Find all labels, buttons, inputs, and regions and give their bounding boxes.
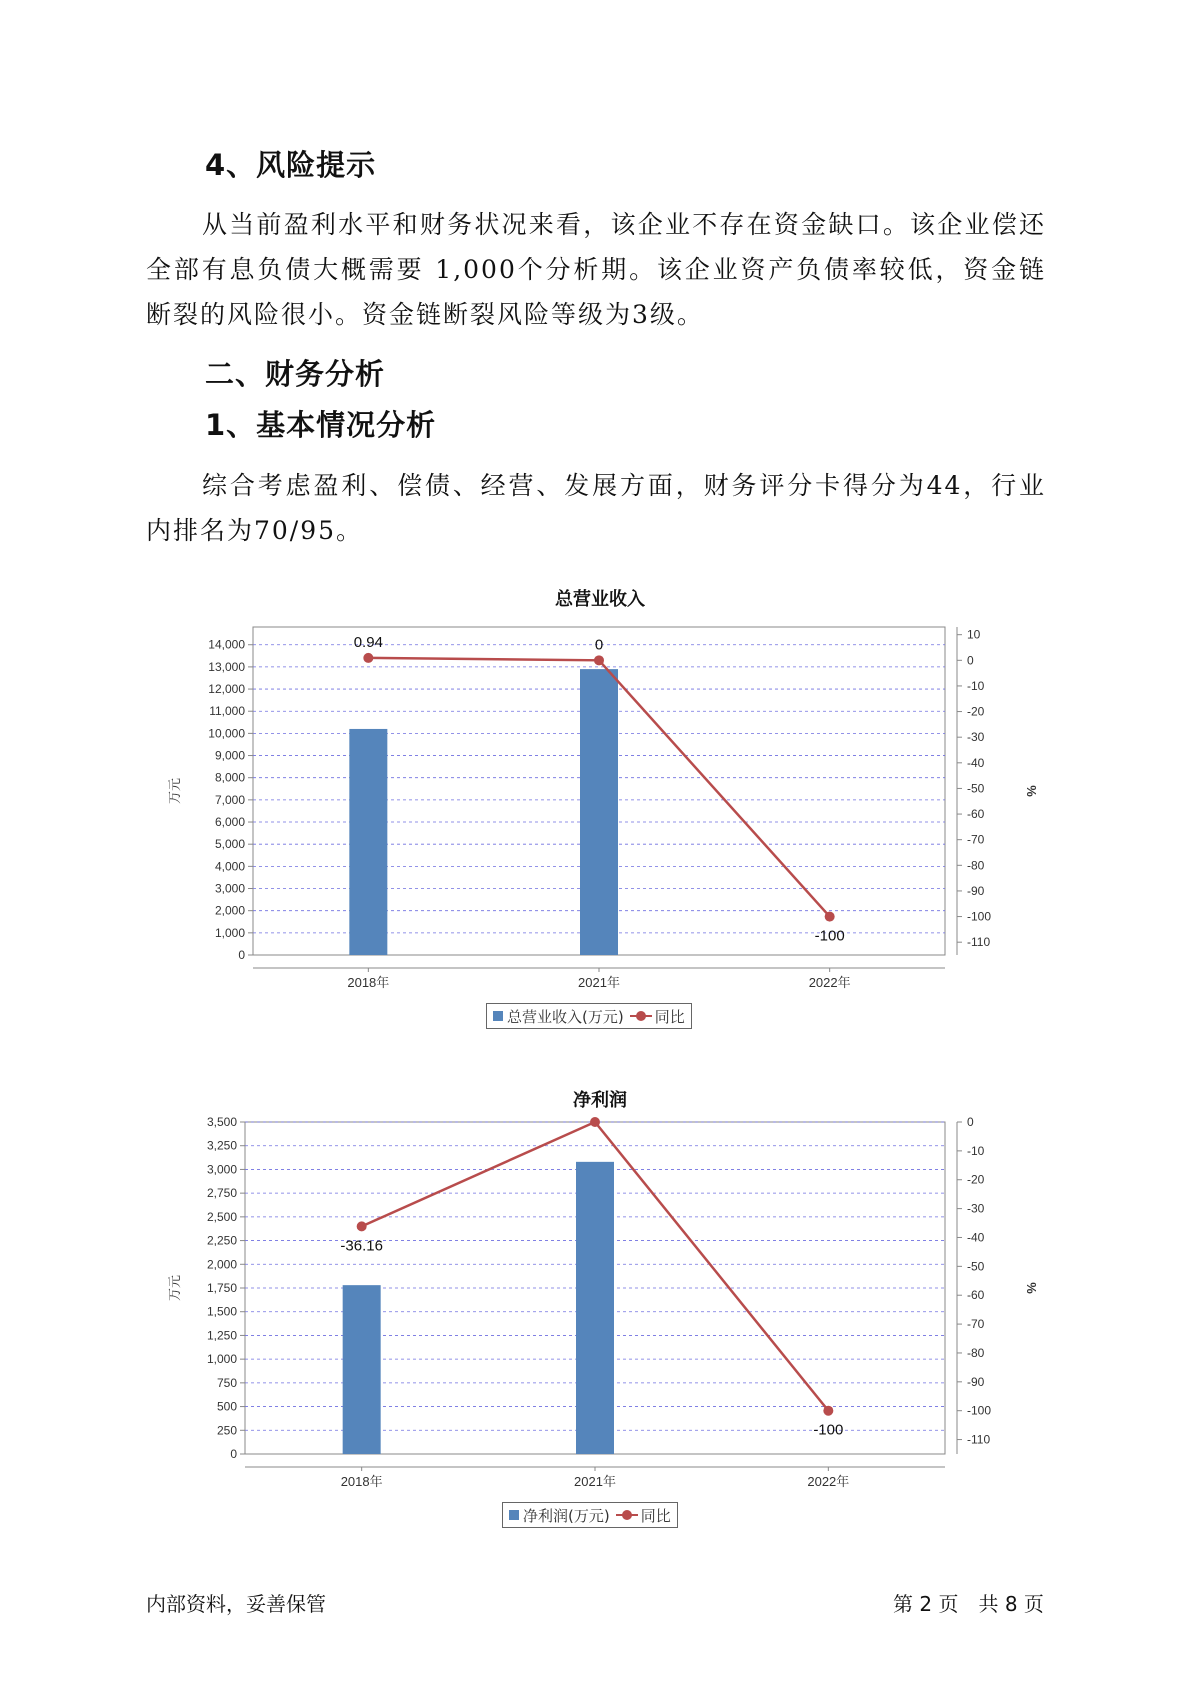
finance-heading: 二、财务分析 — [205, 357, 386, 391]
y-axis-title: 万元 — [167, 1274, 182, 1302]
page-suffix: 页 — [1023, 1592, 1044, 1616]
yoy-point — [357, 1221, 367, 1231]
y2-tick-label: -10 — [967, 678, 985, 693]
yoy-data-label: -36.16 — [340, 1237, 383, 1255]
bar — [343, 1285, 381, 1454]
y2-tick-label: 0 — [967, 653, 974, 668]
x-tick-label: 2018年 — [347, 975, 390, 990]
revenue-chart-legend — [486, 1003, 692, 1029]
x-tick-label: 2022年 — [808, 975, 851, 990]
y2-tick-label: -50 — [967, 781, 985, 796]
y-tick-label: 3,000 — [206, 1162, 237, 1177]
bar — [349, 729, 387, 955]
yoy-point — [363, 653, 373, 663]
y-tick-label: 1,750 — [206, 1281, 237, 1295]
legend-line-swatch — [630, 1010, 652, 1022]
y-tick-label: 8,000 — [214, 770, 245, 785]
profit-chart — [165, 1112, 1045, 1494]
y2-tick-label: -10 — [967, 1143, 985, 1158]
page-mid: 页 共 — [938, 1592, 999, 1616]
revenue-chart — [165, 615, 1045, 995]
legend-line-label: 同比 — [640, 1506, 671, 1525]
y2-tick-label: -110 — [967, 935, 991, 950]
y-tick-label: 12,000 — [208, 682, 245, 697]
y2-axis-title: % — [1024, 785, 1039, 797]
legend-bar-swatch — [509, 1510, 519, 1520]
y2-tick-label: -30 — [967, 1201, 985, 1216]
y2-tick-label: -40 — [967, 755, 985, 770]
y-tick-label: 5,000 — [214, 837, 245, 852]
y-tick-label: 14,000 — [208, 637, 245, 652]
yoy-data-label: 0 — [594, 636, 604, 654]
yoy-data-label: -100 — [814, 927, 845, 945]
yoy-point — [594, 655, 604, 665]
y-tick-label: 2,500 — [206, 1209, 237, 1224]
y-tick-label: 0 — [230, 1447, 237, 1461]
legend-line-label: 同比 — [654, 1007, 685, 1026]
y-axis-title: 万元 — [167, 777, 182, 805]
x-tick-label: 2022年 — [807, 1474, 850, 1489]
yoy-point — [825, 912, 835, 922]
y2-tick-label: -60 — [967, 807, 985, 822]
y-tick-label: 750 — [216, 1375, 237, 1390]
footer-page-number — [893, 1588, 1044, 1617]
y-tick-label: 0 — [238, 948, 245, 962]
y2-tick-label: -110 — [967, 1432, 991, 1447]
y-tick-label: 3,250 — [206, 1138, 237, 1153]
profit-chart-legend — [502, 1502, 678, 1528]
y-tick-label: 4,000 — [214, 859, 245, 874]
y2-tick-label: -70 — [967, 1317, 985, 1332]
yoy-data-label: -100 — [813, 1421, 844, 1439]
y-tick-label: 13,000 — [208, 659, 245, 674]
basic-analysis-paragraph: 综合考虑盈利、偿债、经营、发展方面，财务评分卡得分为44，行业内排名为70/95。 — [146, 471, 1046, 545]
y-tick-label: 6,000 — [214, 815, 245, 830]
bar — [576, 1162, 614, 1454]
y-tick-label: 2,250 — [206, 1233, 237, 1248]
profit-chart-title: 净利润 — [573, 1090, 627, 1111]
y2-tick-label: -80 — [967, 1345, 985, 1360]
risk-heading: 4、风险提示 — [205, 148, 377, 182]
y2-tick-label: -40 — [967, 1230, 985, 1245]
y-tick-label: 250 — [216, 1423, 237, 1438]
y-tick-label: 1,000 — [206, 1352, 237, 1367]
y2-tick-label: 0 — [967, 1115, 974, 1129]
y2-tick-label: -50 — [967, 1259, 985, 1274]
y2-axis-title: % — [1024, 1282, 1039, 1294]
y-tick-label: 2,000 — [206, 1257, 237, 1272]
y-tick-label: 1,250 — [206, 1328, 237, 1343]
y2-tick-label: -80 — [967, 858, 985, 873]
y2-tick-label: -70 — [967, 832, 985, 847]
y-tick-label: 11,000 — [209, 704, 245, 719]
legend-line-swatch — [616, 1509, 638, 1521]
y2-tick-label: -100 — [967, 909, 992, 924]
yoy-data-label: 0.94 — [353, 633, 383, 651]
y2-tick-label: -20 — [967, 704, 985, 719]
y-tick-label: 2,000 — [214, 903, 245, 918]
footer-confidential: 内部资料，妥善保管 — [146, 1592, 326, 1616]
y-tick-label: 10,000 — [208, 726, 245, 741]
y2-tick-label: -60 — [967, 1288, 985, 1303]
y-tick-label: 500 — [216, 1399, 237, 1414]
y-tick-label: 3,000 — [214, 881, 245, 896]
y-tick-label: 3,500 — [206, 1115, 237, 1129]
y2-tick-label: -100 — [967, 1403, 992, 1418]
legend-bar-label: 净利润(万元) — [523, 1506, 610, 1525]
x-tick-label: 2018年 — [340, 1474, 383, 1489]
yoy-point — [823, 1406, 833, 1416]
page-prefix: 第 — [893, 1592, 913, 1616]
y-tick-label: 2,750 — [206, 1186, 237, 1201]
page-total: 8 — [1004, 1592, 1018, 1616]
y2-tick-label: -90 — [967, 1374, 985, 1389]
y-tick-label: 1,000 — [214, 925, 245, 940]
legend-bar-swatch — [493, 1011, 503, 1021]
y2-tick-label: -20 — [967, 1172, 985, 1187]
page-current: 2 — [919, 1592, 933, 1616]
bar — [580, 669, 618, 955]
y2-tick-label: 10 — [967, 627, 981, 642]
y2-tick-label: -30 — [967, 730, 985, 745]
x-tick-label: 2021年 — [574, 1474, 616, 1489]
revenue-chart-title: 总营业收入 — [555, 589, 645, 610]
y-tick-label: 1,500 — [206, 1304, 237, 1319]
y2-tick-label: -90 — [967, 883, 985, 898]
x-tick-label: 2021年 — [578, 975, 620, 990]
basic-analysis-heading: 1、基本情况分析 — [205, 408, 437, 442]
risk-paragraph: 从当前盈利水平和财务状况来看，该企业不存在资金缺口。该企业偿还全部有息负债大概需要 1,000个分析期。该企业资产负债率较低，资金链断裂的风险很小。资金链断裂风险等级为3级。 — [146, 210, 1046, 329]
y-tick-label: 9,000 — [214, 748, 245, 763]
yoy-point — [590, 1117, 600, 1127]
y-tick-label: 7,000 — [214, 792, 245, 807]
legend-bar-label: 总营业收入(万元) — [507, 1007, 624, 1026]
